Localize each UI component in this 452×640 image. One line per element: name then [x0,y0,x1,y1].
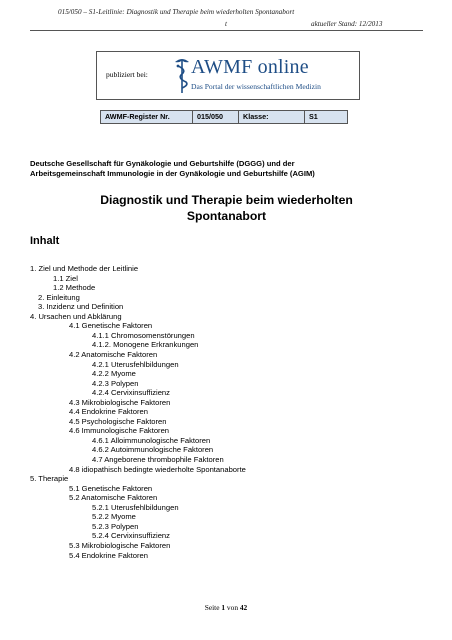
toc-entry[interactable]: 5.1 Genetische Faktoren [69,483,153,493]
toc-entry[interactable]: 5.2.2 Myome [92,512,136,522]
publisher-label: publiziert bei: [106,70,148,79]
toc-entry[interactable]: 4.2.2 Myome [92,369,136,379]
awmf-logo-text: AWMF online [191,56,309,78]
toc-entry[interactable]: 3. Inzidenz und Definition [38,302,124,312]
toc-entry[interactable]: 4.2.4 Cervixinsuffizienz [92,388,170,398]
toc-entry[interactable]: 4.6 Immunologische Faktoren [69,426,170,436]
toc-entry[interactable]: 4.7 Angeborene thrombophile Faktoren [92,455,224,464]
toc-entry[interactable]: 5.2 Anatomische Faktoren [69,493,158,503]
organization-line: Deutsche Gesellschaft für Gynäkologie und Geburtshilfe (DGGG) und der [30,159,295,168]
running-header-status: aktueller Stand: 12/2013 [311,20,383,28]
document-title-line: Diagnostik und Therapie beim wiederholten [100,193,353,207]
toc-entry[interactable]: 5.2.1 Uterusfehlbildungen [92,502,179,512]
toc-entry[interactable]: 4.2.3 Polypen [92,378,139,388]
toc-entry[interactable]: 4.8 idiopathisch bedingte wiederholte Spontanaborte [69,464,246,474]
toc-entry[interactable]: 1.2 Methode [53,283,96,293]
toc-entry[interactable]: 4.1.1 Chromosomenstörungen [92,330,195,340]
toc-entry[interactable]: 4.6.1 Alloimmunologische Faktoren [92,435,211,445]
document-title-line: Spontanabort [186,209,267,223]
toc-entry[interactable]: 4. Ursachen und Abklärung [30,311,122,321]
footer-middle: von [225,603,240,612]
toc-entry[interactable]: 2. Einleitung [38,292,80,302]
contents-heading: Inhalt [30,235,60,247]
running-header-title: 015/050 – S1-Leitlinie: Diagnostik und Therapie beim wiederholten Spontanabort [58,8,295,16]
toc-entry[interactable]: 5.2.4 Cervixinsuffizienz [92,531,170,541]
toc-entry[interactable]: 5.2.3 Polypen [92,521,139,531]
toc-entry[interactable]: 4.6.2 Autoimmunologische Faktoren [92,445,214,455]
toc-entry[interactable]: 4.3 Mikrobiologische Faktoren [69,397,171,407]
header-divider [30,30,423,31]
toc-entry[interactable]: 4.1 Genetische Faktoren [69,321,153,331]
toc-entry[interactable]: 4.5 Psychologische Faktoren [69,416,167,426]
publisher-box [96,51,360,100]
toc-entry[interactable]: 1.1 Ziel [53,273,78,283]
toc-entry[interactable]: 4.4 Endokrine Faktoren [69,407,148,417]
register-table [100,110,348,124]
running-header-marker: t [225,20,227,28]
awmf-logo-subtitle: Das Portal der wissenschaftlichen Medizin [191,82,321,91]
organization-line: Arbeitsgemeinschaft Immunologie in der Gynäkologie und Geburtshilfe (AGIM) [30,169,315,178]
caduceus-icon [173,57,191,94]
class-label-cell: Klasse: [239,111,305,123]
footer-prefix: Seite [204,603,222,612]
toc-entry[interactable]: 1. Ziel und Methode der Leitlinie [30,264,139,273]
toc-entry[interactable]: 4.2.1 Uterusfehlbildungen [92,359,179,369]
total-page-count: 42 [239,603,248,612]
toc-entry[interactable]: 5.3 Mikrobiologische Faktoren [69,540,171,550]
current-page-number: 1 [221,603,226,612]
toc-entry[interactable]: 5. Therapie [30,474,69,484]
toc-entry[interactable]: 4.1.2. Monogene Erkrankungen [92,340,199,350]
class-value-cell: S1 [309,112,318,121]
register-number-cell: 015/050 [193,111,239,123]
toc-entry[interactable]: 4.2 Anatomische Faktoren [69,349,158,359]
page-footer [0,603,452,612]
register-label-cell: AWMF-Register Nr. [101,111,193,123]
toc-entry[interactable]: 5.4 Endokrine Faktoren [69,550,148,560]
